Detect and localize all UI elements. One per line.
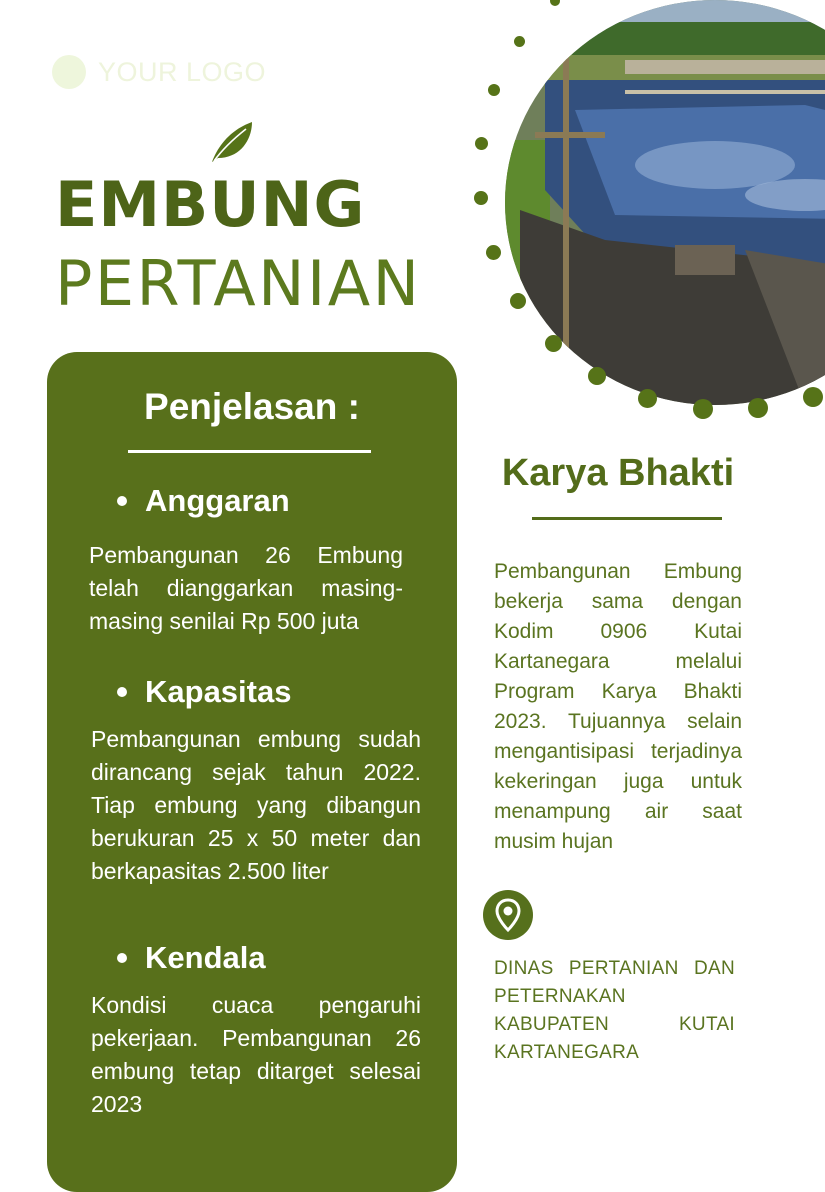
decor-dot bbox=[510, 293, 526, 309]
office-address: DINAS PERTANIAN DAN PETERNAKAN KABUPATEN KUTAI KARTANEGARA bbox=[494, 958, 735, 1063]
section-heading-kendala bbox=[117, 940, 266, 976]
decor-dot bbox=[514, 36, 525, 47]
decor-dot bbox=[588, 367, 606, 385]
decor-dot bbox=[748, 398, 768, 418]
logo-circle bbox=[52, 55, 86, 89]
panel-heading: Penjelasan : bbox=[144, 386, 360, 427]
karya-bhakti-heading: Karya Bhakti bbox=[501, 452, 735, 494]
section-text-kendala: Kondisi cuaca pengaruhi pekerjaan. Pembangunan 26 embung tetap ditarget selesai 2023 bbox=[91, 992, 421, 1117]
section-heading-text: Anggaran bbox=[145, 483, 290, 518]
decor-dot bbox=[486, 245, 501, 260]
karya-bhakti-divider bbox=[532, 517, 722, 520]
decor-dot bbox=[474, 191, 488, 205]
title-line-2: PERTANIAN bbox=[55, 247, 422, 320]
decor-dot bbox=[488, 84, 500, 96]
section-heading-kapasitas bbox=[117, 674, 291, 710]
logo-text: YOUR LOGO bbox=[98, 56, 267, 87]
bullet-dot bbox=[117, 953, 127, 963]
section-heading-text: Kapasitas bbox=[145, 674, 292, 709]
leaf-icon bbox=[208, 120, 254, 164]
bullet-dot bbox=[117, 496, 127, 506]
decor-dot bbox=[550, 0, 560, 6]
decor-dot bbox=[803, 387, 823, 407]
location-pin-icon bbox=[483, 890, 533, 940]
decor-dot bbox=[475, 137, 488, 150]
karya-bhakti-text: Pembangunan Embung bekerja sama dengan Kodim 0906 Kutai Kartanegara melalui Program Karya Bhakti 2023. Tujuannya selain mengantisipasi terjadinya kekeringan juga untuk menampung air saat musim hujan bbox=[494, 560, 742, 853]
section-heading-anggaran bbox=[117, 483, 290, 519]
panel-divider bbox=[128, 450, 371, 453]
section-heading-text: Kendala bbox=[145, 940, 266, 975]
title-line-1: EMBUNG bbox=[55, 168, 366, 241]
section-text-anggaran: Pembangunan 26 Embung telah dianggarkan masing-masing senilai Rp 500 juta bbox=[89, 542, 403, 634]
decor-dot bbox=[693, 399, 713, 419]
bullet-dot bbox=[117, 687, 127, 697]
decor-dot bbox=[545, 335, 562, 352]
section-text-kapasitas: Pembangunan embung sudah dirancang sejak tahun 2022. Tiap embung yang dibangun berukuran 25 x 50 meter dan berkapasitas 2.500 liter bbox=[91, 726, 421, 884]
logo bbox=[52, 55, 266, 89]
decor-dot bbox=[638, 389, 657, 408]
